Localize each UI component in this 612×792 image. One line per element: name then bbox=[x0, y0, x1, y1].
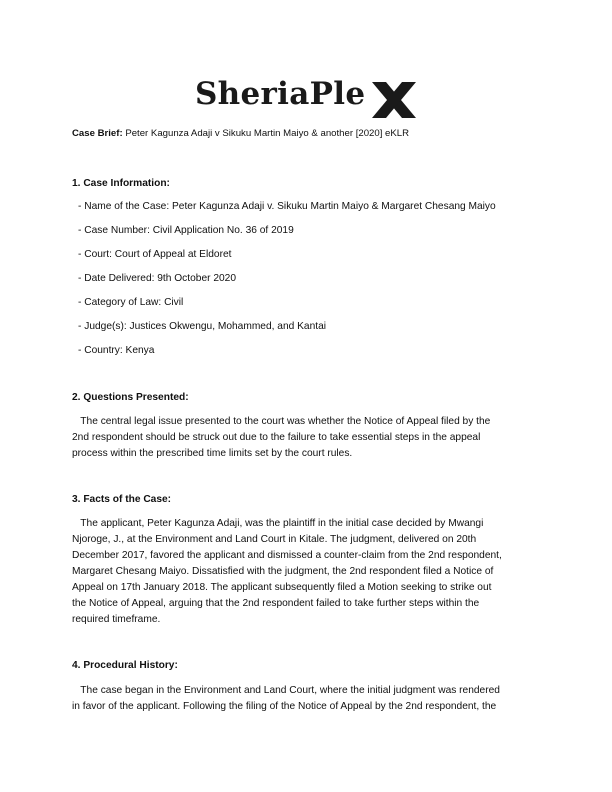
paragraph-line: the Notice of Appeal, arguing that the 2nd respondent failed to take further steps within the bbox=[72, 598, 480, 609]
paragraph-line: 2nd respondent should be struck out due to the failure to take essential steps in the appeal bbox=[72, 432, 481, 443]
logo-x-icon bbox=[370, 80, 418, 120]
case-brief-title: Peter Kagunza Adaji v Sikuku Martin Maiyo & another [2020] eKLR bbox=[122, 128, 410, 139]
facts-paragraph bbox=[72, 516, 547, 628]
logo-wordmark: SheriaPle bbox=[195, 76, 366, 112]
paragraph-line: The central legal issue presented to the court was whether the Notice of Appeal filed by the bbox=[72, 416, 491, 427]
info-item: - Judge(s): Justices Okwengu, Mohammed, and Kantai bbox=[78, 321, 327, 332]
section-heading-facts: 3. Facts of the Case: bbox=[72, 494, 172, 505]
info-item: - Name of the Case: Peter Kagunza Adaji v. Sikuku Martin Maiyo & Margaret Chesang Maiyo bbox=[78, 201, 496, 212]
paragraph-line: in favor of the applicant. Following the filing of the Notice of Appeal by the 2nd respondent, the bbox=[72, 701, 497, 712]
paragraph-line: The applicant, Peter Kagunza Adaji, was the plaintiff in the initial case decided by Mwangi bbox=[72, 518, 484, 529]
case-brief-label: Case Brief: bbox=[72, 128, 123, 139]
info-item: - Court: Court of Appeal at Eldoret bbox=[78, 249, 232, 260]
section-heading-history: 4. Procedural History: bbox=[72, 660, 178, 671]
section-heading-questions: 2. Questions Presented: bbox=[72, 392, 189, 403]
info-item: - Country: Kenya bbox=[78, 345, 155, 356]
paragraph-line: December 2017, favored the applicant and dismissed a counter-claim from the 2nd respondent, bbox=[72, 550, 502, 561]
paragraph-line: The case began in the Environment and Land Court, where the initial judgment was rendered bbox=[72, 685, 500, 696]
logo bbox=[195, 76, 365, 112]
paragraph-line: Margaret Chesang Maiyo. Dissatisfied with the judgment, the 2nd respondent filed a Notice of bbox=[72, 566, 494, 577]
section-heading-info: 1. Case Information: bbox=[72, 178, 170, 189]
history-paragraph bbox=[72, 683, 547, 715]
case-brief bbox=[72, 128, 409, 139]
paragraph-line: required timeframe. bbox=[72, 614, 161, 625]
paragraph-line: Njoroge, J., at the Environment and Land Court in Kitale. The judgment, delivered on 20th bbox=[72, 534, 477, 545]
questions-paragraph bbox=[72, 414, 547, 462]
info-item: - Case Number: Civil Application No. 36 of 2019 bbox=[78, 225, 294, 236]
info-item: - Date Delivered: 9th October 2020 bbox=[78, 273, 236, 284]
paragraph-line: process within the prescribed time limits set by the court rules. bbox=[72, 448, 353, 459]
paragraph-line: Appeal on 17th January 2018. The applicant subsequently filed a Motion seeking to strike out bbox=[72, 582, 492, 593]
info-item: - Category of Law: Civil bbox=[78, 297, 184, 308]
